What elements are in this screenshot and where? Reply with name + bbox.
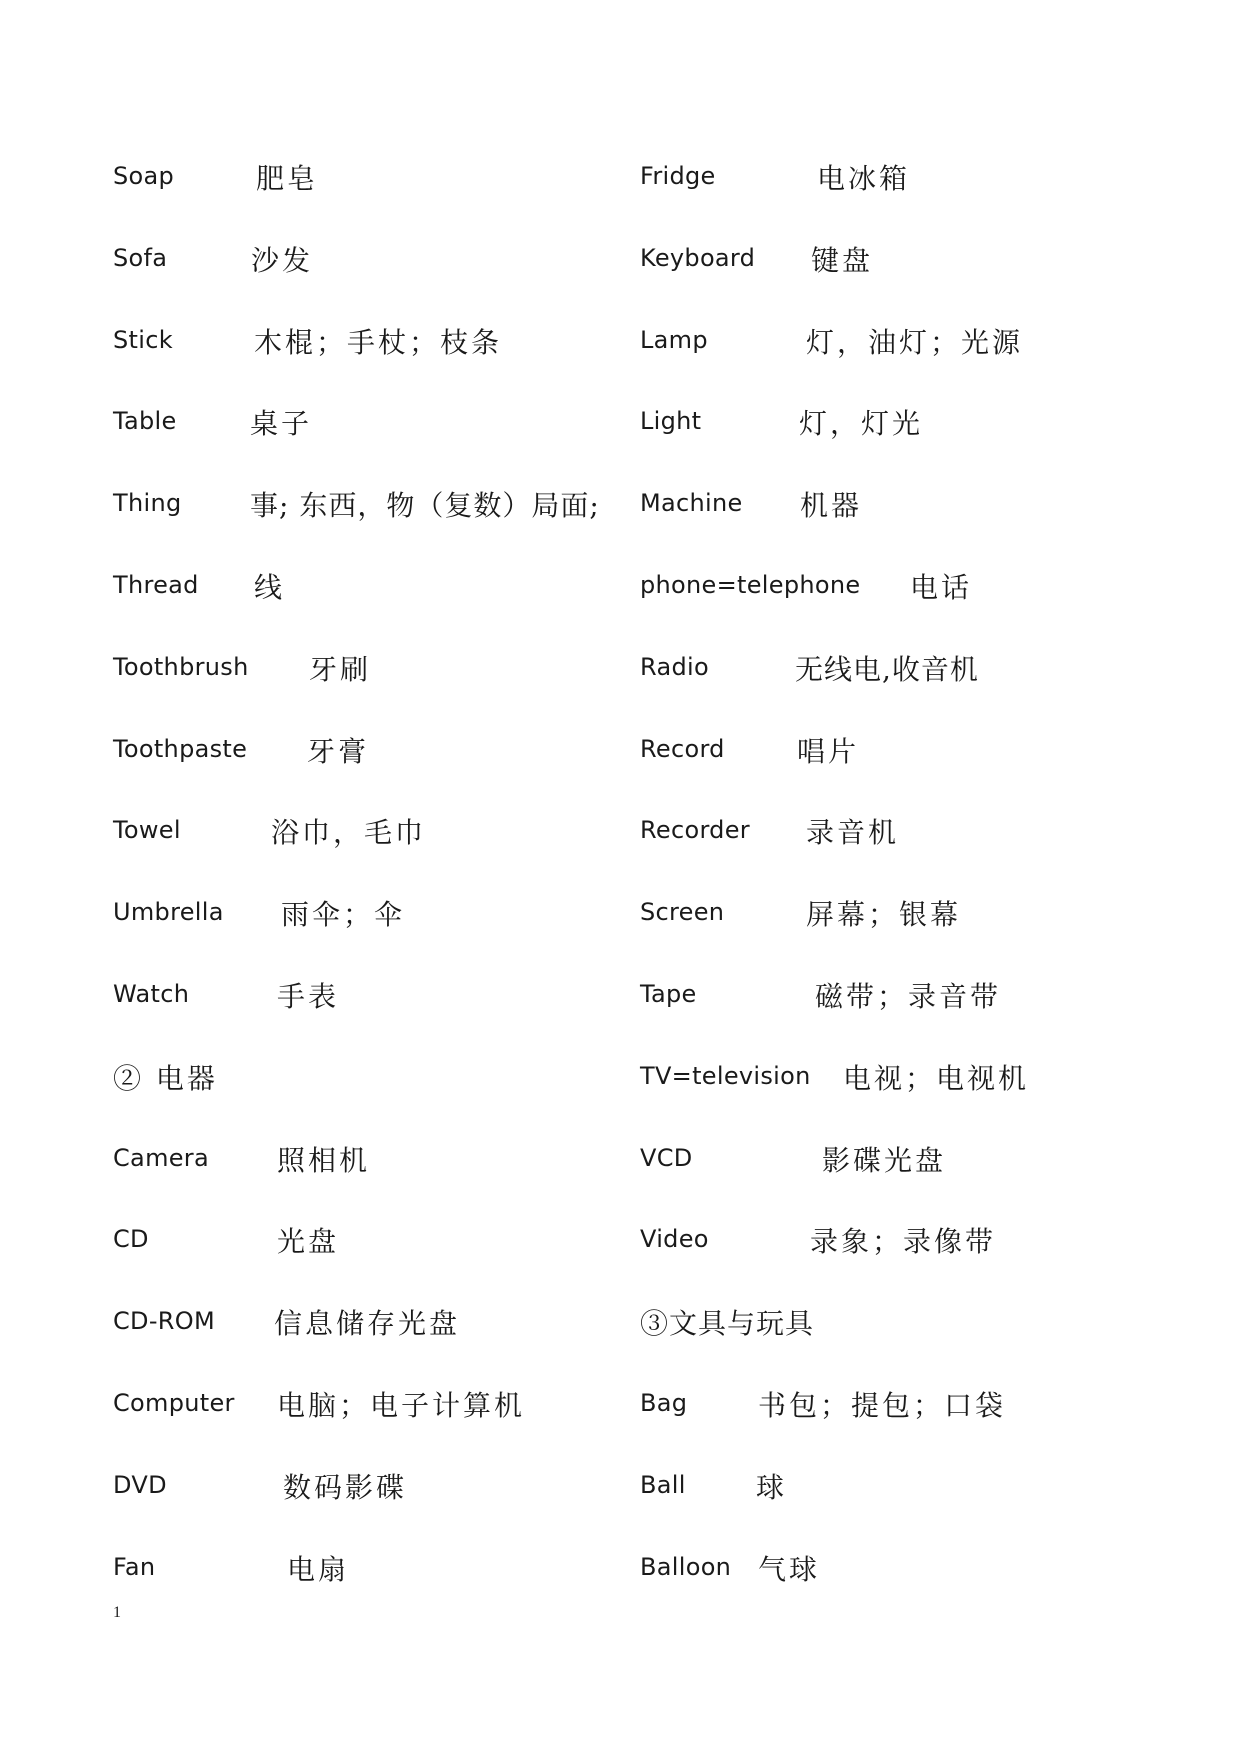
chinese-meaning: 无线电,收音机 [795,652,979,686]
vocab-row-balloon [640,1539,1160,1621]
vocab-row-bag [640,1375,1160,1457]
english-word: Fridge [640,162,716,190]
chinese-meaning: 雨伞；伞 [281,898,406,932]
chinese-meaning: 灯，灯光 [799,407,924,441]
english-word: Video [640,1225,709,1254]
chinese-meaning: 灯，油灯；光源 [806,325,1024,359]
vocab-row-ball [640,1457,1160,1539]
english-word: CD [113,1225,149,1254]
chinese-meaning: 电冰箱 [817,162,911,195]
chinese-meaning: 信息储存光盘 [274,1307,461,1341]
chinese-meaning: 气球 [758,1552,821,1586]
english-word: Thread [113,570,199,599]
vocab-row-fridge [640,148,1160,230]
english-word: Radio [640,652,709,681]
chinese-meaning: 肥皂 [256,162,319,195]
vocab-row-stick [113,312,603,394]
vocab-row-dvd [113,1457,603,1539]
vocab-row-umbrella [113,884,603,966]
chinese-meaning: 球 [756,1470,788,1504]
vocab-row-computer [113,1375,603,1457]
chinese-meaning: 数码影碟 [283,1470,408,1504]
vocab-row-vcd [640,1130,1160,1212]
chinese-meaning: 线 [254,570,286,604]
english-word: Light [640,407,702,436]
english-word: Machine [640,489,743,518]
english-word: Toothpaste [113,734,248,763]
vocab-row-screen [640,884,1160,966]
chinese-meaning: 事; 东西，物（复数）局面; [250,489,600,523]
english-word: Toothbrush [113,652,249,681]
chinese-meaning: 电脑；电子计算机 [277,1388,526,1422]
english-word: Thing [113,489,182,518]
page-number: 1 [113,1604,121,1621]
left-vocabulary-column [113,148,603,1620]
vocab-row-tape [640,966,1160,1048]
chinese-meaning: 牙膏 [307,734,370,768]
vocab-row-keyboard [640,230,1160,312]
vocab-row-thread [113,557,603,639]
english-word: Sofa [113,243,168,272]
chinese-meaning: 牙刷 [309,652,372,686]
english-word: Recorder [640,816,750,845]
english-word: Computer [113,1388,235,1417]
vocab-row-thing [113,475,603,557]
chinese-meaning: 机器 [800,489,863,523]
chinese-meaning: 电话 [910,570,973,604]
right-vocabulary-column [640,148,1160,1620]
vocab-row-towel [113,802,603,884]
english-word: Stick [113,325,173,354]
english-word: TV=television [640,1061,811,1090]
english-word: Tape [640,979,697,1008]
vocab-row-table [113,393,603,475]
english-word: phone=telephone [640,570,861,599]
chinese-meaning: 手表 [277,979,340,1013]
chinese-meaning: 影碟光盘 [822,1143,947,1177]
chinese-meaning: 浴巾，毛巾 [271,816,427,850]
english-word: CD-ROM [113,1307,215,1336]
vocab-row-soap [113,148,603,230]
chinese-meaning: 电扇 [287,1552,350,1586]
vocab-row-sofa [113,230,603,312]
chinese-meaning: 沙发 [251,243,314,277]
vocab-row-light [640,393,1160,475]
section-heading-appliances [113,1048,603,1130]
vocab-row-cd-rom [113,1293,603,1375]
chinese-meaning: 电视；电视机 [843,1061,1030,1095]
chinese-meaning: 书包；提包；口袋 [758,1388,1007,1422]
chinese-meaning: 屏幕；银幕 [806,898,962,932]
vocab-row-camera [113,1130,603,1212]
english-word: Lamp [640,325,708,354]
vocab-row-tv [640,1048,1160,1130]
vocab-row-fan [113,1539,603,1621]
chinese-meaning: 桌子 [250,407,313,441]
vocab-row-machine [640,475,1160,557]
vocab-row-record [640,721,1160,803]
english-word: Table [113,407,177,436]
english-word: Camera [113,1143,209,1172]
chinese-meaning: 键盘 [811,243,874,277]
english-word: Watch [113,979,190,1008]
chinese-meaning: 照相机 [277,1143,371,1177]
chinese-meaning: 唱片 [797,734,860,768]
english-word: Record [640,734,725,763]
vocab-row-phone [640,557,1160,639]
english-word: Towel [113,816,181,845]
vocab-row-toothpaste [113,721,603,803]
english-word: Fan [113,1552,156,1581]
chinese-meaning: 录音机 [806,816,900,850]
vocab-row-recorder [640,802,1160,884]
english-word: Bag [640,1388,688,1417]
section-heading-stationery-toys [640,1293,1160,1375]
english-word: Keyboard [640,243,756,272]
vocab-row-radio [640,639,1160,721]
english-word: Ball [640,1470,686,1499]
vocab-row-watch [113,966,603,1048]
chinese-meaning: 木棍；手杖；枝条 [254,325,503,359]
vocab-row-toothbrush [113,639,603,721]
vocab-row-lamp [640,312,1160,394]
english-word: Balloon [640,1552,732,1581]
english-word: Umbrella [113,898,224,927]
chinese-meaning: 磁带；录音带 [815,979,1002,1013]
english-word: VCD [640,1143,693,1172]
vocab-row-video [640,1211,1160,1293]
section-heading: ③文具与玩具 [640,1307,815,1341]
english-word: DVD [113,1470,167,1499]
chinese-meaning: 光盘 [277,1225,340,1259]
english-word: Screen [640,898,725,927]
vocab-row-cd [113,1211,603,1293]
chinese-meaning: 录象；录像带 [810,1225,997,1259]
english-word: Soap [113,162,175,190]
section-heading: ② 电器 [113,1061,218,1095]
